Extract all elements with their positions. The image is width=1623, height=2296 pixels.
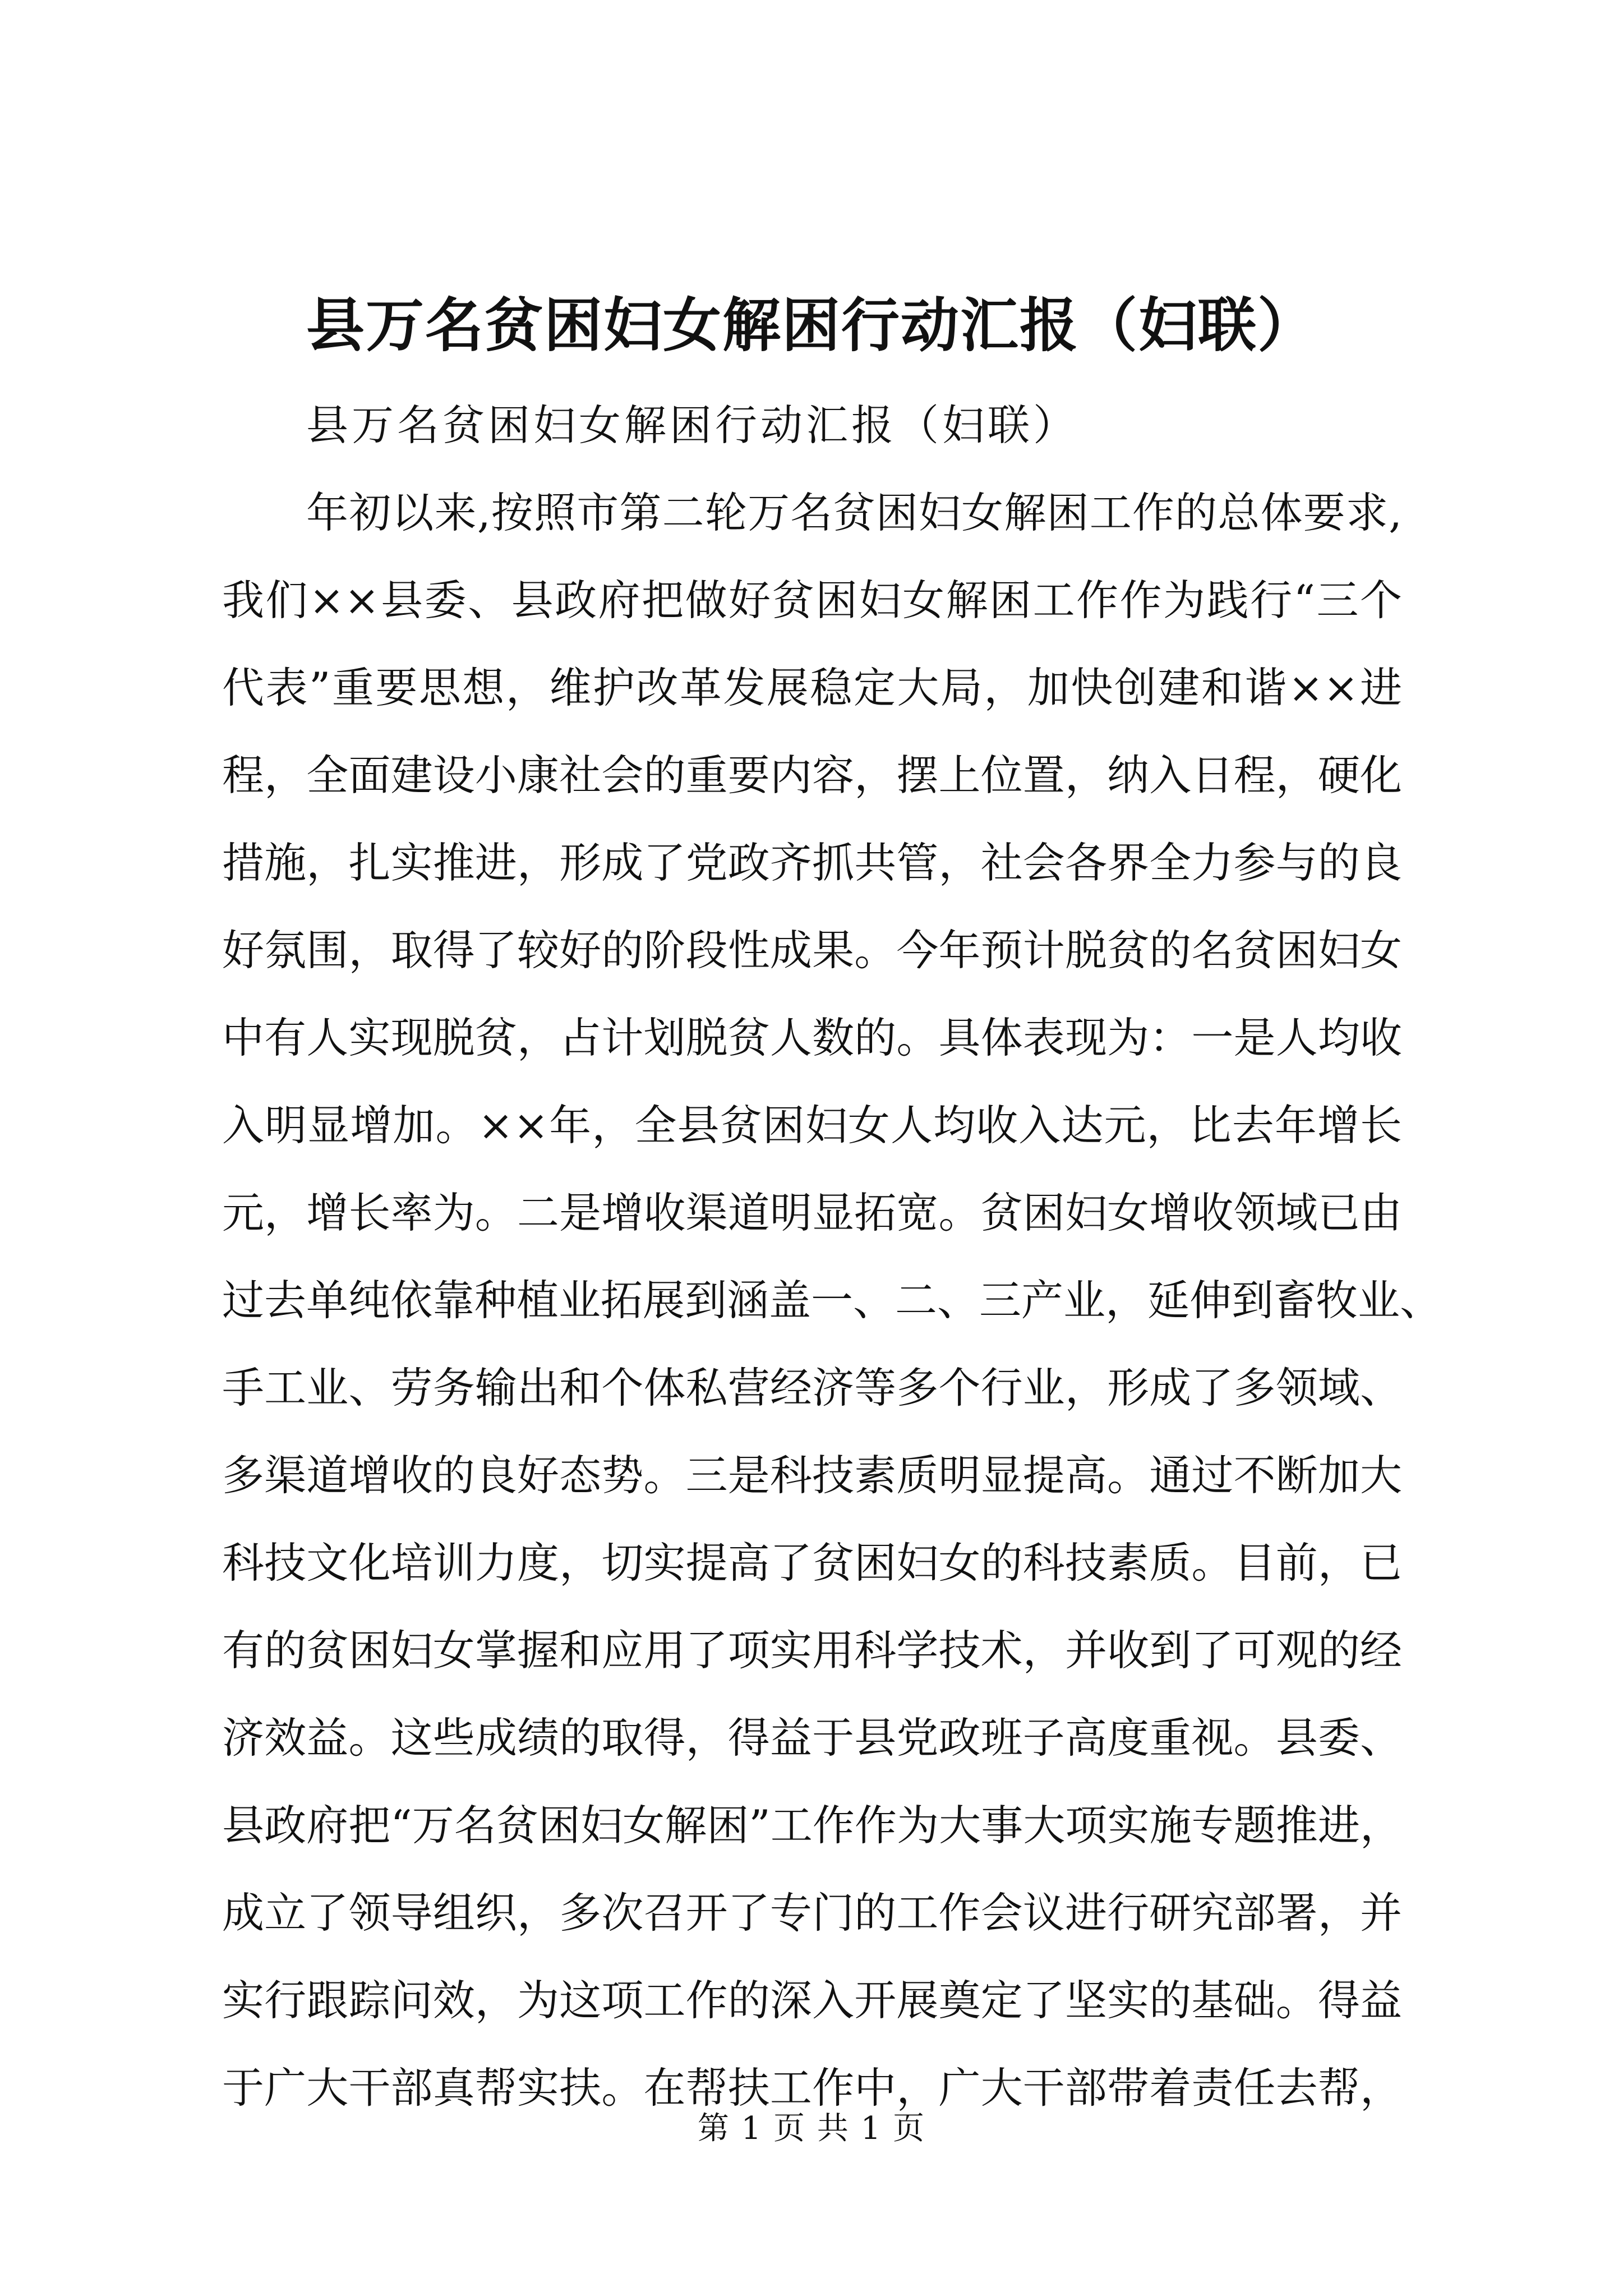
document-title: 县万名贫困妇女解困行动汇报（妇联） <box>306 291 1317 360</box>
body-line: 手工业、劳务输出和个体私营经济等多个行业，形成了多领域、 <box>222 1363 1402 1412</box>
body-line: 实行跟踪问效，为这项工作的深入开展奠定了坚实的基础。得益 <box>222 1976 1402 2025</box>
body-line: 入明显增加。××年，全县贫困妇女人均收入达元，比去年增长 <box>222 1101 1402 1150</box>
body-line: 县政府把“万名贫困妇女解困”工作作为大事大项实施专题推进， <box>222 1801 1402 1850</box>
body-line: 中有人实现脱贫，占计划脱贫人数的。具体表现为：一是人均收 <box>222 1013 1402 1062</box>
body-line: 有的贫困妇女掌握和应用了项实用科学技术，并收到了可观的经 <box>222 1626 1402 1675</box>
body-line: 程，全面建设小康社会的重要内容，摆上位置，纳入日程，硬化 <box>222 751 1402 800</box>
body-line: 济效益。这些成绩的取得，得益于县党政班子高度重视。县委、 <box>222 1713 1402 1763</box>
body-line: 元，增长率为。二是增收渠道明显拓宽。贫困妇女增收领域已由 <box>222 1188 1402 1237</box>
body-line: 措施，扎实推进，形成了党政齐抓共管，社会各界全力参与的良 <box>222 838 1402 887</box>
body-line: 多渠道增收的良好态势。三是科技素质明显提高。通过不断加大 <box>222 1451 1402 1500</box>
document-body <box>222 381 1442 2132</box>
body-line: 过去单纯依靠种植业拓展到涵盖一、二、三产业，延伸到畜牧业、 <box>222 1276 1442 1325</box>
body-line: 成立了领导组织，多次召开了专门的工作会议进行研究部署，并 <box>222 1888 1402 1938</box>
body-line: 年初以来,按照市第二轮万名贫困妇女解困工作的总体要求, <box>306 488 1402 537</box>
body-line: 于广大干部真帮实扶。在帮扶工作中，广大干部带着责任去帮， <box>222 2063 1402 2113</box>
body-line: 我们××县委、县政府把做好贫困妇女解困工作作为践行“三个 <box>222 576 1402 625</box>
body-line: 代表”重要思想，维护改革发展稳定大局，加快创建和谐××进 <box>222 663 1402 712</box>
document-subtitle: 县万名贫困妇女解困行动汇报（妇联） <box>306 401 1079 450</box>
body-line: 好氛围，取得了较好的阶段性成果。今年预计脱贫的名贫困妇女 <box>222 926 1402 975</box>
page-number-footer: 第 1 页 共 1 页 <box>697 2110 926 2147</box>
body-line: 科技文化培训力度，切实提高了贫困妇女的科技素质。目前，已 <box>222 1538 1402 1588</box>
